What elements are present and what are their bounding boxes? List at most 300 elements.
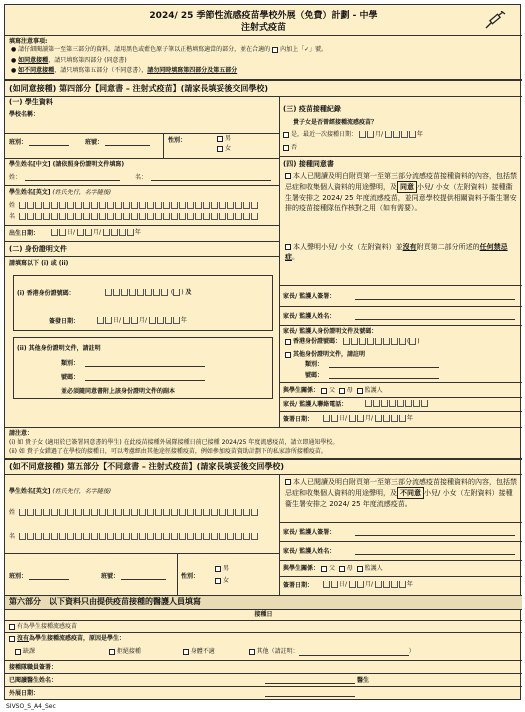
father-label: 父 [328,387,335,394]
letter-box[interactable] [115,533,122,540]
and-label: 及 [185,289,192,296]
other-id-type-label: 類別： [61,360,80,367]
vaccine-yes-option[interactable] [283,131,423,139]
letter-box[interactable] [203,213,210,220]
p5-parent-sign-field[interactable] [355,530,515,536]
p5-sign-date-label: 簽署日期： [283,582,314,589]
letter-box[interactable] [19,509,26,516]
parent-name-label: 家長/ 監護人姓名： [283,313,336,320]
letter-box[interactable] [187,202,194,209]
letter-box[interactable] [187,533,194,540]
letter-box[interactable] [75,202,82,209]
p5-sex-female-option[interactable] [215,577,229,585]
checkbox-sample [272,47,278,53]
english-name-hint: (姓氏先行，名字隨後) [52,189,112,196]
letter-box[interactable] [251,202,258,209]
letter-box[interactable] [75,533,82,540]
letter-box[interactable] [99,213,106,220]
letter-box[interactable] [75,509,82,516]
parent-hkid-label: 香港身份證號碼： [293,338,342,345]
p5-sign-month: 月/ [364,581,373,588]
parent-other-doc-label: 其他身份證明文件，請註明 [293,351,366,358]
letter-box[interactable] [187,213,194,220]
declaration-checkbox[interactable] [285,244,291,250]
p5-class-field[interactable] [29,574,69,580]
not-given-emph: 沒有 [17,635,30,642]
p5-and: 及 [390,489,397,498]
declaration-text-1: 本人聲明小兒/ 小女（左附資料）並 [293,243,403,251]
letter-box[interactable] [123,213,130,220]
letter-box[interactable] [83,509,90,516]
p5-relation-row [283,565,383,573]
letter-box[interactable] [219,213,226,220]
parent-doc-type-label: 類別： [305,361,324,368]
letter-box[interactable] [251,533,258,540]
letter-box[interactable] [211,202,218,209]
letter-box[interactable] [163,533,170,540]
declaration-text-2: 附頁第二部分所述的 [416,243,480,251]
other-id-number-field[interactable] [85,375,205,381]
letter-box[interactable] [195,202,202,209]
letter-box[interactable] [187,509,194,516]
outreach-date-field[interactable] [265,691,355,697]
agree-box: 同意 [397,181,417,193]
letter-box[interactable] [123,533,130,540]
hkid-field[interactable]: ( ) 及 [105,289,192,297]
letter-box[interactable] [43,202,50,209]
surname-zh-field[interactable] [25,175,120,181]
refused-checkbox[interactable] [109,649,115,655]
id-doc-title: (二) 身份證明文件 [9,245,67,253]
id-choose-label: 請填寫以下 (i) 或 (ii) [9,260,69,267]
sign-day: 日/ [339,415,348,422]
letter-box[interactable] [99,509,106,516]
letter-box[interactable] [163,202,170,209]
letter-box[interactable] [227,202,234,209]
sex-male-option[interactable] [217,135,231,143]
sign-year: 年 [406,415,413,422]
issue-year: 年 [180,317,187,324]
doctor-name-field[interactable] [265,678,355,684]
classno-field[interactable] [105,140,150,146]
mother-label: 母 [346,387,353,394]
p5-father-label: 父 [328,565,335,572]
letter-box[interactable] [83,202,90,209]
vaccine-year: 年 [416,131,423,138]
letter-box[interactable] [171,533,178,540]
surname-en-label: 姓 [9,202,16,209]
letter-box[interactable] [227,509,234,516]
letter-box[interactable] [131,213,138,220]
letter-box[interactable] [115,509,122,516]
other-id-label: (ii) 其他身份證明文件，請註明 [17,345,101,352]
part6-header: 第六部分 以下資料只由提供疫苗接種的醫護人員填寫 [9,597,201,606]
classno-label: 班號： [85,139,104,146]
checkbox[interactable] [217,146,223,152]
letter-box[interactable] [147,213,154,220]
dob-month: 月/ [92,229,101,236]
p5-parent-name-label: 家長/ 監護人姓名： [283,548,336,555]
given-option[interactable] [9,623,77,631]
reason-row [15,648,515,656]
letter-box[interactable] [43,509,50,516]
attention-note-2: (ii) 如 貴子女錯過了在學校的接種日，可以考慮經由其他途徑接種疫苗，例如參加疫苗資助計劃下的私家診所接種疫苗。 [9,448,327,455]
p5-relation-label: 與學生關係： [283,565,320,572]
other-reason-field[interactable] [299,650,409,656]
parent-sign-label: 家長/ 監護人簽署： [283,293,336,300]
letter-box[interactable] [27,202,34,209]
letter-box[interactable] [227,533,234,540]
letter-box[interactable] [59,533,66,540]
class-field[interactable] [29,140,69,146]
letter-box[interactable] [107,509,114,516]
letter-box[interactable] [251,213,258,220]
form-title: 2024/ 25 季節性流感疫苗學校外展（免費）計劃 - 中學 [149,11,378,21]
p5-relation-father-checkbox[interactable] [321,566,327,572]
letter-box[interactable] [243,213,250,220]
part4-header: (如同意接種) 第四部分【同意書 – 注射式疫苗】(請家長填妥後交回學校) [9,84,268,93]
surname-en-boxes[interactable] [19,202,275,210]
letter-box[interactable] [163,509,170,516]
attention-note-1: (i) 如 貴子女 (適用於已簽署同意書的學生) 在此疫苗接種外展隊接種日前已接種 2024/25 年度流感疫苗，請立即通知學校。 [9,439,339,446]
p5-guardian-label: 監護人 [364,565,383,572]
p5-surname-boxes[interactable] [19,509,275,517]
letter-box[interactable] [131,533,138,540]
letter-box[interactable] [107,213,114,220]
letter-box[interactable] [203,202,210,209]
checkbox[interactable] [285,339,291,345]
letter-box[interactable] [139,202,146,209]
letter-box[interactable] [35,509,42,516]
sign-date-label: 簽署日期： [283,416,314,423]
vaccine-no-label: 否 [291,144,298,151]
p5-disagree-checkbox[interactable] [285,479,291,485]
notes-disagree-text: ，請只填寫第五部分（不同意書）， [54,67,148,74]
relation-guardian-checkbox[interactable] [357,388,363,394]
letter-box[interactable] [107,202,114,209]
notes-line-1 [11,46,516,54]
letter-box[interactable] [235,509,242,516]
dob-year: 年 [134,229,141,236]
parent-sign-field[interactable] [355,294,515,300]
p5-class-label: 班別： [9,573,28,580]
letter-box[interactable] [139,533,146,540]
p5-parent-name-field[interactable] [355,549,515,555]
letter-box[interactable] [59,213,66,220]
letter-box[interactable] [67,202,74,209]
other-id-number-label: 號碼： [61,374,80,381]
letter-box[interactable] [171,213,178,220]
phone-field[interactable] [365,400,429,408]
letter-box[interactable] [235,533,242,540]
copy-note: 並必須隨同意書附上該身份證明文件的副本 [61,388,176,395]
hkid-label: (i) 香港身份證號碼： [17,290,75,297]
dob-field[interactable] [51,229,141,237]
p5-paragraph [285,477,517,509]
letter-box[interactable] [99,202,106,209]
letter-box[interactable] [203,533,210,540]
declaration-contra: 任何禁忌症 [285,243,508,262]
disagree-box: 不同意 [397,487,424,499]
school-name-label: 學校名稱： [9,111,40,118]
notes-label: 填寫注意事項: [9,38,48,45]
letter-box[interactable] [27,213,34,220]
letter-box[interactable] [67,509,74,516]
other-id-type-field[interactable] [85,361,205,367]
letter-box[interactable] [131,202,138,209]
given-zh-label: 名： [135,174,148,181]
letter-box[interactable] [155,533,162,540]
notes-text-1: 請仔細閱讀第一至第三部分的資料，請用黑色或藍色原子筆以正楷填寫適當的部分，並在合適的 [18,46,271,53]
letter-box[interactable] [219,533,226,540]
letter-box[interactable] [131,509,138,516]
letter-box[interactable] [91,509,98,516]
form-code: SIVSO_S_A4_Sec [6,703,56,710]
letter-box[interactable] [243,202,250,209]
relation-row [283,387,383,395]
p5-mother-label: 母 [346,565,353,572]
notes-agree-label: 如同意接種 [18,57,49,64]
letter-box[interactable] [67,213,74,220]
letter-box[interactable] [27,509,34,516]
letter-box[interactable] [243,509,250,516]
letter-box[interactable] [59,509,66,516]
letter-box[interactable] [179,533,186,540]
issue-day: 日/ [113,317,122,324]
checkbox[interactable] [283,132,289,138]
declaration-end: 。 [292,253,299,262]
outreach-date-label: 外展日期： [9,690,40,697]
vaccine-question: 貴子女是否曾經接種流感疫苗？ [293,119,378,126]
letter-box[interactable] [203,509,210,516]
letter-box[interactable] [179,213,186,220]
relation-father-checkbox[interactable] [321,388,327,394]
letter-box[interactable] [155,213,162,220]
given-en-label: 名 [9,213,16,220]
english-name-label: 學生姓名[英文] [9,189,51,196]
letter-box[interactable] [51,202,58,209]
consent-checkbox[interactable] [285,173,291,179]
letter-box[interactable] [211,509,218,516]
syringe-icon [483,11,507,33]
notes-disagree-label: 如不同意接種 [18,67,55,74]
p5-female-label: 女 [223,577,230,584]
letter-box[interactable] [147,533,154,540]
relation-label: 與學生關係： [283,387,320,394]
part5-header: (如不同意接種) 第五部分【不同意書 – 注射式疫苗】(請家長填妥後交回學校) [9,462,284,471]
letter-box[interactable] [171,202,178,209]
bullet: ● [11,46,17,53]
not-given-option[interactable] [9,635,125,643]
p5-sex-label: 性別： [181,573,200,580]
p5-male-label: 男 [223,565,230,572]
p5-sign-year: 年 [406,581,413,588]
other-reason-checkbox[interactable] [249,649,255,655]
consent-paragraph-2 [285,242,517,262]
consent-text-2: 小兒/ 小女（左附資料）接種衞生署安排之 2024/ 25 年度流感疫苗，並同意學校提供相關資料予衞生署安排的疫苗接種隊伍作核對之用（如有需要）。 [285,183,517,213]
letter-box[interactable] [211,533,218,540]
form-subtitle: 注射式疫苗 [240,23,286,33]
issue-date-field[interactable] [97,317,187,325]
given-en-boxes[interactable] [19,213,275,221]
letter-box[interactable] [195,213,202,220]
letter-box[interactable] [99,533,106,540]
letter-box[interactable] [19,533,26,540]
letter-box[interactable] [171,509,178,516]
dob-day: 日/ [67,229,76,236]
letter-box[interactable] [227,213,234,220]
letter-box[interactable] [35,533,42,540]
letter-box[interactable] [139,213,146,220]
vaccination-date-label: 接種日 [254,611,273,618]
letter-box[interactable] [27,533,34,540]
male-label: 男 [225,135,232,142]
letter-box[interactable] [195,509,202,516]
letter-box[interactable] [115,202,122,209]
sign-month: 月/ [364,415,373,422]
checkbox[interactable] [285,352,291,358]
letter-box[interactable] [115,213,122,220]
letter-box[interactable] [91,533,98,540]
p5-given-boxes[interactable] [19,533,275,541]
letter-box[interactable] [155,202,162,209]
letter-box[interactable] [251,509,258,516]
issue-date-label: 簽發日期： [49,318,80,325]
letter-box[interactable] [123,202,130,209]
refused-label: 拒絕接種 [116,648,141,655]
parent-doc-type-field[interactable] [329,362,439,368]
letter-box[interactable] [163,213,170,220]
p5-text-2: 小兒/ 小女（左附資料）接種衞生署安排之 2024/ 25 年度流感疫苗。 [285,489,513,509]
letter-box[interactable] [43,533,50,540]
not-given-label: 為學生接種流感疫苗，原因是學生： [29,635,126,642]
letter-box[interactable] [51,509,58,516]
consent-paragraph-1 [285,171,517,214]
letter-box[interactable] [59,202,66,209]
parent-other-doc-option[interactable] [285,351,365,359]
other-reason-end: ） [408,648,415,655]
attention-label: 請注意： [9,430,34,437]
letter-box[interactable] [91,213,98,220]
p5-relation-mother-checkbox[interactable] [339,566,345,572]
letter-box[interactable] [67,533,74,540]
p5-sex-male-option[interactable] [215,565,229,573]
surname-zh-label: 姓： [9,174,22,181]
letter-box[interactable] [51,533,58,540]
given-zh-field[interactable] [151,175,271,181]
letter-box[interactable] [83,533,90,540]
notes-text-1b: 內加上「✓」號。 [280,46,328,53]
letter-box[interactable] [107,533,114,540]
class-label: 班別： [9,139,28,146]
unwell-label: 身體不適 [190,648,215,655]
p5-relation-guardian-checkbox[interactable] [357,566,363,572]
letter-box[interactable] [243,533,250,540]
p5-classno-field[interactable] [121,574,166,580]
sign-date-field[interactable] [323,415,413,423]
checkbox[interactable] [217,136,223,142]
letter-box[interactable] [179,509,186,516]
letter-box[interactable] [43,213,50,220]
letter-box[interactable] [35,213,42,220]
letter-box[interactable] [91,202,98,209]
letter-box[interactable] [235,202,242,209]
letter-box[interactable] [19,202,26,209]
letter-box[interactable] [83,213,90,220]
letter-box[interactable] [235,213,242,220]
letter-box[interactable] [139,509,146,516]
parent-doc-number-label: 號碼： [305,372,324,379]
bullet: ● [11,67,17,74]
p5-sign-date-field[interactable] [323,581,413,589]
letter-box[interactable] [179,202,186,209]
p5-surname-label: 姓 [9,509,16,516]
letter-box[interactable] [147,509,154,516]
parent-doc-number-field[interactable] [329,373,439,379]
english-name-row [9,189,111,197]
given-label: 有為學生接種流感疫苗 [17,623,78,630]
letter-box[interactable] [123,509,130,516]
vaccine-yes-label: 是，最近一次接種日期： [291,131,358,138]
checkbox[interactable] [215,566,221,572]
vaccine-no-option[interactable] [283,144,297,152]
guardian-label: 監護人 [364,387,383,394]
letter-box[interactable] [211,213,218,220]
parent-hkid-option[interactable]: 香港身份證號碼： ( ) [285,338,420,346]
letter-box[interactable] [19,213,26,220]
consent-title: (四) 接種同意書 [283,160,334,168]
relation-mother-checkbox[interactable] [339,388,345,394]
doctor-suffix: 醫生 [357,677,370,684]
notes-warning: 請勿同時填寫第四部分及第五部分 [147,67,238,74]
checkbox[interactable] [9,624,15,630]
checkbox[interactable] [215,578,221,584]
absent-label: 缺課 [23,648,36,655]
letter-box[interactable] [147,202,154,209]
bullet: ● [11,57,17,64]
notes-line-3 [11,67,237,75]
letter-box[interactable] [35,202,42,209]
doctor-name-label: 已閱讀醫生姓名： [9,677,58,684]
sex-female-option[interactable] [217,145,231,153]
p5-text-1: 本人已閱讀及明白附頁第一至第三部分流感疫苗接種資料的內容，包括禁忌症和收集個人資料的用途聲明， [285,478,517,498]
checkbox[interactable] [9,636,15,642]
consent-text-1: 本人已閱讀及明白附頁第一至第三部分流感疫苗接種資料的內容，包括禁忌症和收集個人資料的用途聲明，及 [285,172,517,192]
letter-box[interactable] [219,509,226,516]
letter-box[interactable] [75,213,82,220]
unwell-checkbox[interactable] [183,649,189,655]
letter-box[interactable] [51,213,58,220]
p5-classno-label: 班號： [101,573,120,580]
phone-label: 家長/ 監護人聯絡電話： [283,401,348,408]
dob-label: 出生日期： [9,230,40,237]
other-reason-label: 其他（請註明： [256,648,299,655]
checkbox[interactable] [283,145,289,151]
letter-box[interactable] [155,509,162,516]
declaration-none: 沒有 [402,243,417,251]
consent-form [4,4,521,700]
p5-parent-sign-label: 家長/ 監護人簽署： [283,529,336,536]
p5-sign-day: 日/ [339,581,348,588]
absent-checkbox[interactable] [15,649,21,655]
notes-line-2 [11,57,127,65]
p5-english-name-row [9,488,111,496]
parent-name-field[interactable] [355,314,515,320]
letter-box[interactable] [219,202,226,209]
letter-box[interactable] [195,533,202,540]
p5-english-name-label: 學生姓名[英文] [9,488,51,495]
female-label: 女 [225,145,232,152]
